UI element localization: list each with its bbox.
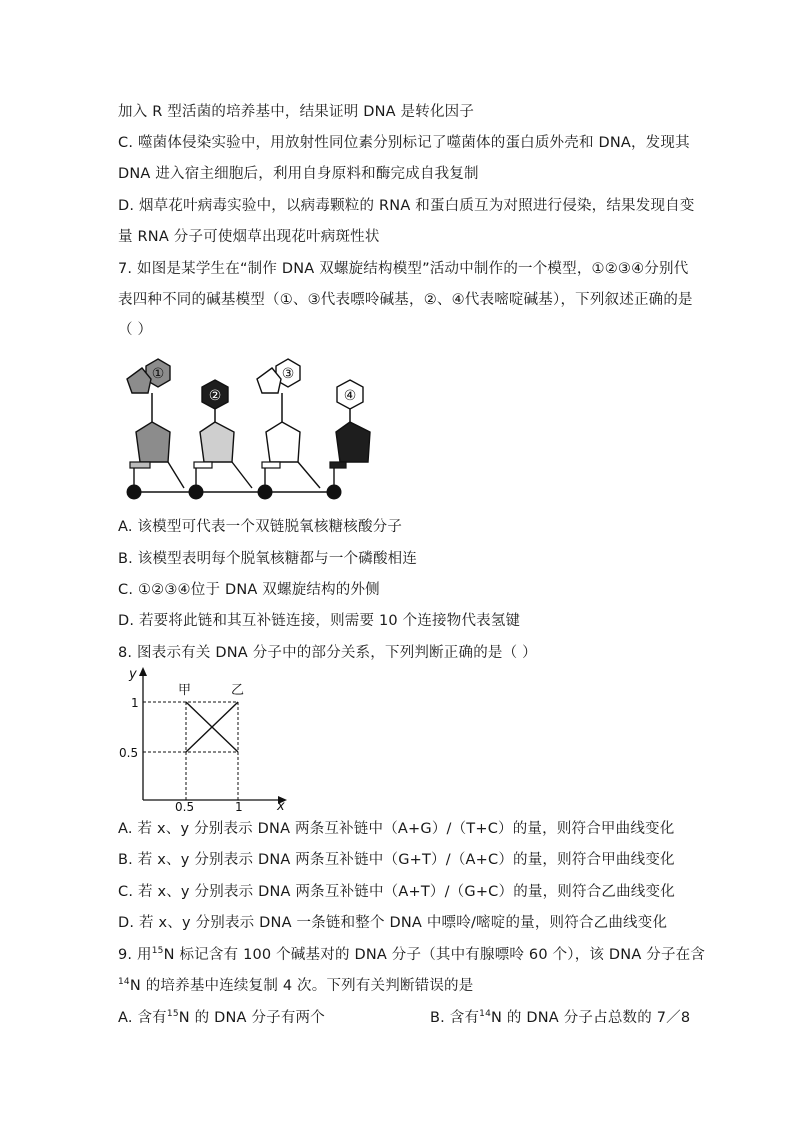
q9-option-b-sup: 14 [479,1009,492,1019]
nucleotide-unit-1 [127,359,185,500]
q6-option-c-line2: DNA 进入宿主细胞后，利用自身原料和酶完成自我复制 [118,166,479,182]
q9-stem-text1: N 标记含有 100 个碱基对的 DNA 分子（其中有腺嘌呤 60 个），该 DNA 分子在含 [163,947,706,963]
q9-option-a-sup: 15 [166,1009,179,1019]
q9-option-b [430,1008,690,1028]
q8-option-b: B. 若 x、y 分别表示 DNA 两条互补链中（G+T）/（A+C）的量，则符合甲曲线变化 [118,852,675,868]
q9-option-a-prefix: A. 含有 [118,1010,167,1026]
q7-stem-line2: 表四种不同的碱基模型（①、③代表嘌呤碱基，②、④代表嘧啶碱基），下列叙述正确的是 [118,292,693,308]
dna-model-figure [112,350,392,510]
nucleotide-unit-4 [327,380,371,500]
nucleotide-unit-3 [257,359,320,500]
curve-yi-label: 乙 [231,683,245,698]
y-tick-0-5: 0.5 [119,746,139,760]
y-axis-label: y [129,667,137,682]
nucleotide-unit-2 [189,380,253,500]
q9-option-a-text: N 的 DNA 分子有两个 [178,1010,325,1026]
q6-option-d-line2: 量 RNA 分子可使烟草出现花叶病斑性状 [118,229,380,245]
connector-3 [262,462,280,468]
phosphate-2 [189,485,204,500]
phosphate-4 [327,485,342,500]
curve-jia-label: 甲 [178,683,192,698]
q8-stem: 8. 图表示有关 DNA 分子中的部分关系，下列判断正确的是（ ） [118,645,537,661]
base-2-label: ② [208,388,222,404]
sugar-1 [136,422,170,462]
q7-stem-line1: 7. 如图是某学生在“制作 DNA 双螺旋结构模型”活动中制作的一个模型，①②③④分别代 [118,261,689,277]
base-1-label: ① [151,366,165,382]
q9-option-b-text: N 的 DNA 分子占总数的 7／8 [491,1010,691,1026]
sugar-4 [336,422,370,462]
base-3-label: ③ [281,366,295,382]
phosphate-1 [127,485,142,500]
q8-option-c: C. 若 x、y 分别表示 DNA 两条互补链中（A+T）/（G+C）的量，则符合乙曲线变化 [118,884,675,900]
q7-option-a: A. 该模型可代表一个双链脱氧核糖核酸分子 [118,519,403,535]
q9-stem-line1 [118,945,705,965]
x-axis-label: x [277,799,285,814]
connector-1 [130,462,150,468]
q9-stem-prefix: 9. 用 [118,947,152,963]
q7-stem-blank: （ ） [118,322,153,338]
q9-stem-line2 [118,976,473,996]
q8-option-a: A. 若 x、y 分别表示 DNA 两条互补链中（A+G）/（T+C）的量，则符合甲曲线变化 [118,821,675,837]
connector-4 [330,462,346,468]
sugar-3 [266,422,300,462]
x-tick-0-5: 0.5 [175,800,195,814]
q9-sup-14: 14 [118,977,130,987]
q9-option-b-prefix: B. 含有 [430,1010,480,1026]
q9-stem-text2: N 的培养基中连续复制 4 次。下列有关判断错误的是 [129,978,474,994]
dna-ratio-graph [112,664,312,814]
sugar-2 [200,422,234,462]
x-tick-1: 1 [235,800,243,814]
connector-2 [194,462,212,468]
q6-option-c-line1: C. 噬菌体侵染实验中，用放射性同位素分别标记了噬菌体的蛋白质外壳和 DNA，发现其 [118,135,690,151]
q7-option-b: B. 该模型表明每个脱氧核糖都与一个磷酸相连 [118,551,418,567]
q6-text-line1: 加入 R 型活菌的培养基中，结果证明 DNA 是转化因子 [118,104,475,120]
base-4-label: ④ [343,388,357,404]
q9-option-a [118,1008,325,1028]
y-tick-1: 1 [131,696,139,710]
phosphate-3 [258,485,273,500]
q7-option-c: C. ①②③④位于 DNA 双螺旋结构的外侧 [118,582,380,598]
q9-sup-15: 15 [151,946,164,956]
q6-option-d-line1: D. 烟草花叶病毒实验中，以病毒颗粒的 RNA 和蛋白质互为对照进行侵染，结果发现自变 [118,198,695,214]
q8-option-d: D. 若 x、y 分别表示 DNA 一条链和整个 DNA 中嘌呤/嘧啶的量，则符合乙曲线变化 [118,915,668,931]
y-axis-arrow [139,667,147,676]
q7-option-d: D. 若要将此链和其互补链连接，则需要 10 个连接物代表氢键 [118,613,521,629]
